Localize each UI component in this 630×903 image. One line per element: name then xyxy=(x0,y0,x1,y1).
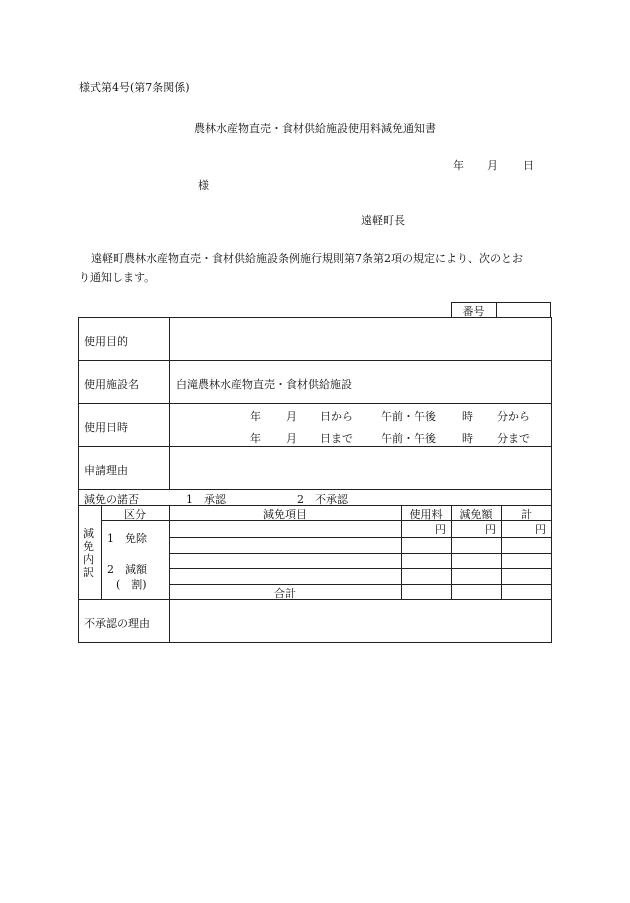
category-exempt: 1 免除 xyxy=(107,532,147,545)
approve-option: 1 承認 xyxy=(186,493,226,506)
form-number: 様式第4号(第7条関係) xyxy=(79,81,190,94)
col-total: 計 xyxy=(521,508,532,521)
date-month: 月 xyxy=(487,159,498,172)
yen-total: 円 xyxy=(535,523,546,536)
col-fee: 使用料 xyxy=(409,508,443,521)
breakdown-label: 減 免 内 訳 xyxy=(83,527,94,579)
disapprove-option: 2 不承認 xyxy=(297,493,348,506)
body-line-2: り通知します。 xyxy=(79,271,156,284)
facility-label: 使用施設名 xyxy=(84,378,139,391)
approval-label: 減免の諾否 xyxy=(84,493,139,506)
purpose-label: 使用目的 xyxy=(84,335,128,348)
dt-to-hour: 時 xyxy=(462,432,473,445)
dt-to-day: 日まで xyxy=(320,432,353,445)
date-year: 年 xyxy=(453,159,464,172)
body-line-1: 遠軽町農林水産物直売・食材供給施設条例施行規則第7条第2項の規定により、次のとお xyxy=(91,252,523,265)
dt-from-ampm: 午前・午後 xyxy=(381,410,436,423)
col-item: 減免項目 xyxy=(263,508,307,521)
dt-to-minute: 分まで xyxy=(497,432,530,445)
dt-from-minute: 分から xyxy=(497,410,530,423)
yen-fee: 円 xyxy=(435,523,446,536)
category-reduce: 2 減額 xyxy=(107,563,147,576)
date-day: 日 xyxy=(523,159,534,172)
dt-to-ampm: 午前・午後 xyxy=(381,432,436,445)
disapproval-reason-label: 不承認の理由 xyxy=(84,617,150,630)
issuer: 遠軽町長 xyxy=(361,214,405,227)
category-ratio: ( 割) xyxy=(116,578,147,591)
reason-label: 申請理由 xyxy=(84,464,128,477)
dt-from-month: 月 xyxy=(286,410,297,423)
number-label: 番号 xyxy=(462,305,485,318)
dt-from-year: 年 xyxy=(250,410,261,423)
sum-label: 合計 xyxy=(274,587,296,600)
col-category: 区分 xyxy=(124,508,146,521)
col-reduction: 減免額 xyxy=(459,508,493,521)
yen-reduction: 円 xyxy=(485,523,496,536)
facility-value: 白滝農林水産物直売・食材供給施設 xyxy=(176,378,352,391)
datetime-label: 使用日時 xyxy=(84,421,128,434)
dt-to-month: 月 xyxy=(286,432,297,445)
dt-to-year: 年 xyxy=(250,432,261,445)
addressee-suffix: 様 xyxy=(198,179,209,192)
document-title: 農林水産物直売・食材供給施設使用料減免通知書 xyxy=(194,122,436,135)
dt-from-day: 日から xyxy=(320,410,353,423)
dt-from-hour: 時 xyxy=(462,410,473,423)
